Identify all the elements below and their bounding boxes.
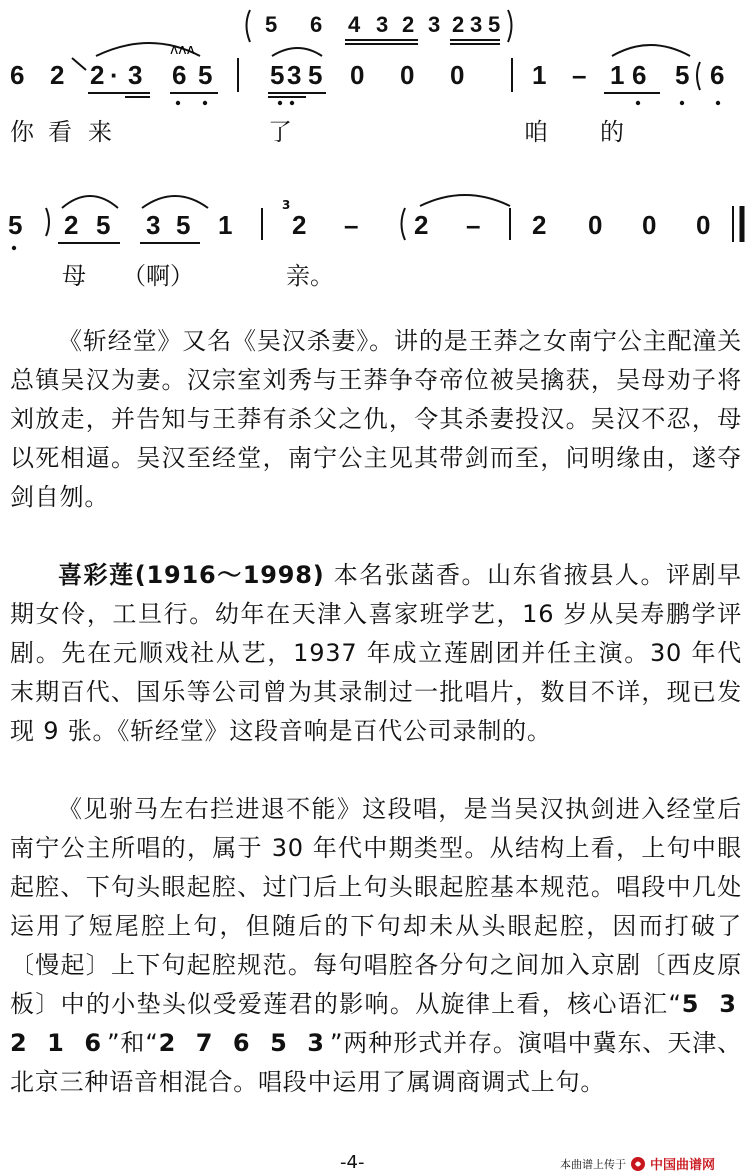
note: 1 bbox=[218, 210, 233, 240]
motif-note: 3 bbox=[428, 12, 441, 37]
grace-note: 3 bbox=[282, 198, 291, 212]
lyric: 咱 bbox=[524, 118, 548, 146]
paragraph-text: ”和“ bbox=[107, 1029, 159, 1057]
slur bbox=[142, 196, 208, 208]
motif-note: 2 bbox=[402, 12, 415, 37]
paragraph-text: ”两种形式并存。演唱中冀东、天津、北京三种语音相混合。唱段中运用了属调商调式上句。 bbox=[10, 1029, 742, 1096]
lyric: 你 bbox=[10, 118, 34, 146]
motif-notation: 5 3 2 1 6 bbox=[10, 990, 742, 1057]
note: 2 bbox=[50, 60, 65, 90]
paren-close bbox=[508, 10, 512, 42]
note: 5 bbox=[176, 210, 191, 240]
note: 5 bbox=[270, 60, 285, 90]
paragraph-text: 《见驸马左右拦进退不能》这段唱，是当吴汉执剑进入经堂后南宁公主所唱的，属于 30 年代中期类型。从结构上看，上句中眼起腔、下句头眼起腔、过门后上句头眼起腔基本规范。唱段中几处运用了短尾腔上句，但随后的下句却未从头眼起腔，因而打破了〔慢起〕上下句起腔规范。每句唱腔各分句之间加入京剧〔西皮原板〕中的小垫头似受爱莲君的影响。从旋律上看，核心语汇“ bbox=[10, 795, 742, 1018]
note: 0 bbox=[450, 60, 465, 90]
note: 0 bbox=[696, 210, 711, 240]
note: 3 bbox=[146, 210, 161, 240]
note: 3 bbox=[128, 60, 143, 90]
lyric: 了 bbox=[268, 118, 292, 146]
performer-dates: (1916～1998) bbox=[134, 561, 325, 589]
note-dash: – bbox=[466, 210, 481, 240]
lyric: 看 bbox=[48, 118, 72, 146]
note: 6 bbox=[632, 60, 647, 90]
paren-close bbox=[46, 208, 49, 236]
slur bbox=[612, 45, 690, 56]
note: 1 bbox=[532, 60, 547, 90]
note: 0 bbox=[400, 60, 415, 90]
paren-open bbox=[247, 10, 251, 42]
motif-notation: 2 7 6 5 3 bbox=[158, 1029, 330, 1057]
performer-name: 喜彩莲 bbox=[58, 561, 135, 589]
note: 2 bbox=[64, 210, 79, 240]
note: 5 bbox=[308, 60, 323, 90]
trill-mark: ʌʌʌ bbox=[170, 42, 195, 58]
motif-note: 4 bbox=[348, 12, 361, 37]
motif-note: 3 bbox=[470, 12, 483, 37]
paragraph-biography bbox=[10, 556, 742, 751]
score-staff bbox=[0, 0, 750, 300]
note: 5 bbox=[198, 60, 213, 90]
slur bbox=[420, 195, 510, 206]
paragraph-text: 本名张菡香。山东省掖县人。评剧早期女伶，工旦行。幼年在天津入喜家班学艺，16 岁从吴寿鹏学评剧。先在元顺戏社从艺，1937 年成立莲剧团并任主演。30 年代末期百代、国乐等公司曾为其录制过一批唱片，数目不详，现已发现 9 张。《斩经堂》这段音响是百代公司录制的。 bbox=[10, 561, 742, 745]
slur bbox=[62, 196, 118, 208]
note: 2 bbox=[532, 210, 547, 240]
lyric: 亲。 bbox=[286, 262, 334, 290]
note: 5 bbox=[96, 210, 111, 240]
note: 1 bbox=[610, 60, 625, 90]
note: 2 bbox=[292, 210, 307, 240]
note: 0 bbox=[350, 60, 365, 90]
breath-mark bbox=[72, 58, 86, 70]
site-logo-icon bbox=[630, 1156, 646, 1172]
lyric: 来 bbox=[88, 118, 112, 146]
lyric: （啊） bbox=[122, 262, 194, 290]
footer-watermark bbox=[560, 1154, 715, 1173]
lyric: 母 bbox=[62, 262, 86, 290]
paragraph-text: 《斩经堂》又名《吴汉杀妻》。讲的是王莽之女南宁公主配潼关总镇吴汉为妻。汉宗室刘秀与王莽争夺帝位被吴擒获，吴母劝子将刘放走，并告知与王莽有杀父之仇，令其杀妻投汉。吴汉不忍，母以死相逼。吴汉至经堂，南宁公主见其带剑而至，问明缘由，遂夺剑自刎。 bbox=[10, 327, 742, 511]
note: 3 bbox=[287, 60, 302, 90]
lyric: 的 bbox=[600, 118, 624, 146]
motif-note: 3 bbox=[376, 12, 389, 37]
note: 2 bbox=[414, 210, 429, 240]
note: 2 bbox=[90, 60, 105, 90]
note: 5 bbox=[675, 60, 690, 90]
note-dash: – bbox=[572, 60, 587, 90]
note: 0 bbox=[642, 210, 657, 240]
note: 6 bbox=[10, 60, 25, 90]
motif-note: 2 bbox=[452, 12, 465, 37]
site-logo-text: 中国曲谱网 bbox=[650, 1158, 716, 1173]
upload-note: 本曲谱上传于 bbox=[560, 1157, 626, 1171]
page-number: -4- bbox=[340, 1152, 365, 1173]
paren-open bbox=[402, 208, 406, 240]
note: 0 bbox=[588, 210, 603, 240]
note: 6 bbox=[710, 60, 725, 90]
motif-note: 6 bbox=[310, 12, 323, 37]
motif-note: 5 bbox=[488, 12, 501, 37]
note: 5 bbox=[8, 210, 23, 240]
slur bbox=[272, 48, 322, 56]
note: 6 bbox=[172, 60, 187, 90]
note-dot: · bbox=[110, 60, 119, 90]
paragraph-synopsis bbox=[10, 322, 742, 517]
paragraph-analysis bbox=[10, 790, 742, 1102]
motif-note: 5 bbox=[265, 12, 278, 37]
note-dash: – bbox=[344, 210, 359, 240]
